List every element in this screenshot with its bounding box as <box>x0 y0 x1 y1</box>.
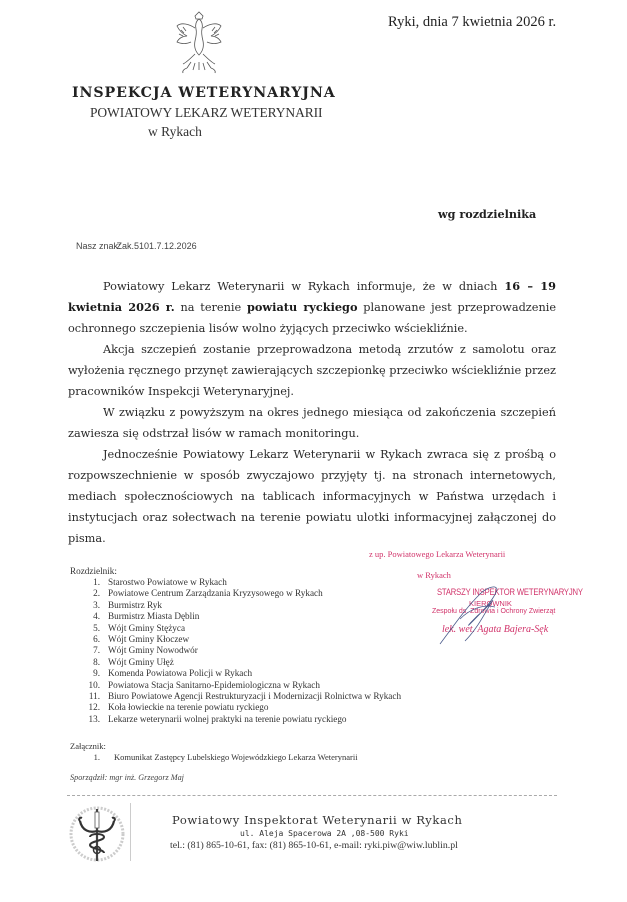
vaccination-dates: 16 – 19 kwietnia 2026 r. <box>68 279 556 314</box>
stamp-signatory: lek. wet. Agata Bajera-Sęk <box>442 624 549 635</box>
handwritten-signature-icon <box>435 579 515 649</box>
signature-stamp <box>365 549 615 649</box>
organization-subtitle: POWIATOWY LEKARZ WETERYNARII <box>90 105 323 120</box>
list-text: Komenda Powiatowa Policji w Rykach <box>108 668 253 679</box>
distribution-title: Rozdzielnik: <box>70 566 117 576</box>
prepared-by: Sporządził: mgr inż. Grzegorz Maj <box>70 773 184 782</box>
list-number: 8. <box>93 656 100 667</box>
list-item <box>70 657 401 668</box>
attachment-title: Załącznik: <box>70 741 106 751</box>
stamp-team: Zespołu ds. Zdrowia i Ochrony Zwierząt <box>432 608 556 615</box>
list-text: Wójt Gminy Kłoczew <box>108 634 190 645</box>
list-item <box>70 611 401 622</box>
paragraph-1-text-e: planowane jest przeprowadzenie ochronnego szczepienia lisów wolno żyjących przeciwko wściekliźnie. <box>68 301 557 335</box>
list-item <box>70 668 401 679</box>
list-text: Powiatowe Centrum Zarządzania Kryzysowego w Rykach <box>108 588 323 599</box>
list-text: Biuro Powiatowe Agencji Restrukturyzacji i Modernizacji Rolnictwa w Rykach <box>108 691 402 702</box>
list-item <box>70 691 401 702</box>
footer-address: ul. Aleja Spacerowa 2A ,08-500 Ryki <box>240 829 409 838</box>
distribution-list <box>70 566 401 725</box>
list-text: Wójt Gminy Stężyca <box>108 622 186 633</box>
list-item <box>70 623 401 634</box>
list-number: 4. <box>93 611 100 622</box>
footer-organization-name: Powiatowy Inspektorat Weterynarii w Rykach <box>172 813 463 827</box>
list-item <box>70 634 401 645</box>
footer-divider <box>67 795 557 796</box>
list-text: Wójt Gminy Nowodwór <box>108 645 198 656</box>
footer-contact: tel.: (81) 865-10-61, fax: (81) 865-10-61, e-mail: ryki.piw@wiw.lublin.pl <box>170 840 458 851</box>
reference-label: Nasz znak: <box>76 241 121 251</box>
paragraph-2: Akcja szczepień zostanie przeprowadzona metodą zrzutów z samolotu oraz wyłożenia ręcznego przynęt zawierających szczepionkę przeciwko wściekliźnie przez pracowników Inspekcji Weterynaryjnej. <box>68 343 556 398</box>
list-number: 10. <box>88 679 100 690</box>
stamp-authorization: z up. Powiatowego Lekarza Weterynarii <box>369 549 506 559</box>
stamp-position: STARSZY INSPEKTOR WETERYNARYJNY <box>437 587 583 597</box>
list-text: Koła łowieckie na terenie powiatu ryckiego <box>108 702 269 713</box>
list-text: Burmistrz Ryk <box>108 599 162 610</box>
recipient: wg rozdzielnika <box>438 207 537 221</box>
vaccination-area: powiatu ryckiego <box>247 300 358 314</box>
list-item <box>70 751 358 763</box>
list-number: 11. <box>88 691 100 702</box>
list-text: Wójt Gminy Ułęż <box>108 656 174 667</box>
list-item <box>70 714 401 725</box>
list-item <box>70 588 401 599</box>
list-text: Burmistrz Miasta Dęblin <box>108 611 200 622</box>
organization-title: INSPEKCJA WETERYNARYJNA <box>72 85 336 101</box>
list-item <box>70 577 401 588</box>
attachment-list <box>70 741 358 763</box>
stamp-role: KIEROWNIK <box>469 599 512 608</box>
paragraph-3: W związku z powyższym na okres jednego miesiąca od zakończenia szczepień zawiesza się odstrzał lisów w ramach monitoringu. <box>68 406 556 440</box>
list-number: 5. <box>93 622 100 633</box>
list-number: 13. <box>88 713 100 724</box>
document-date: Ryki, dnia 7 kwietnia 2026 r. <box>388 14 557 30</box>
paragraph-4: Jednocześnie Powiatowy Lekarz Weterynarii w Rykach zwraca się z prośbą o rozpowszechnienie w sposób zwyczajowo przyjęty tj. na stronach internetowych, mediach społecznościowych na tablicach informacyjnych w Państwa urzędach i instytucjach oraz sołectwach na terenie powiatu ulotki informacyjnej załączonej do pisma. <box>68 448 556 545</box>
reference-value: Zak.5101.7.12.2026 <box>116 241 197 251</box>
list-item <box>70 680 401 691</box>
list-number: 7. <box>93 645 100 656</box>
caduceus-logo-icon <box>68 803 126 865</box>
organization-city: w Rykach <box>148 124 202 139</box>
list-number: 6. <box>93 634 100 645</box>
list-number: 12. <box>88 702 100 713</box>
list-item <box>70 645 401 656</box>
list-text: Starostwo Powiatowe w Rykach <box>108 577 227 587</box>
list-number: 9. <box>93 668 100 679</box>
letter-body <box>68 276 556 549</box>
list-number: 1. <box>93 752 100 762</box>
list-number: 3. <box>93 599 100 610</box>
stamp-city: w Rykach <box>417 570 451 580</box>
list-number: 1. <box>93 577 100 587</box>
polish-eagle-emblem-icon <box>173 10 225 76</box>
list-number: 2. <box>93 588 100 599</box>
paragraph-1-text-a: Powiatowy Lekarz Weterynarii w Rykach informuje, że w dniach <box>103 280 505 293</box>
list-text: Komunikat Zastępcy Lubelskiego Wojewódzkiego Lekarza Weterynarii <box>114 752 358 762</box>
footer-separator <box>130 803 131 861</box>
list-item <box>70 600 401 611</box>
reference-number <box>76 241 197 251</box>
list-text: Powiatowa Stacja Sanitarno-Epidemiologiczna w Rykach <box>108 679 320 690</box>
paragraph-1-text-c: na terenie <box>174 301 247 314</box>
paragraph-1 <box>68 276 556 339</box>
list-text: Lekarze weterynarii wolnej praktyki na terenie powiatu ryckiego <box>108 713 347 724</box>
list-item <box>70 702 401 713</box>
